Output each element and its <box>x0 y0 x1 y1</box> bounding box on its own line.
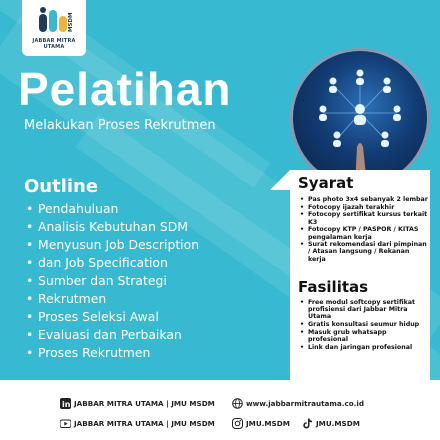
logo-name: JABBAR MITRA UTAMA <box>32 38 76 50</box>
logo-short: MSDM <box>68 12 74 32</box>
syarat-item: • Pas photo 3x4 sebanyak 2 lembar <box>300 196 428 203</box>
outline-item-continued: • Proses Rekrutmen <box>26 344 266 362</box>
footer-tiktok[interactable] <box>302 418 360 429</box>
footer-youtube[interactable] <box>60 418 215 429</box>
outline-title: Outline <box>24 176 99 197</box>
fasilitas-item: • Link dan jaringan profesional <box>300 344 428 351</box>
fasilitas-title: Fasilitas <box>298 278 369 296</box>
logo-icon <box>35 6 71 34</box>
instagram-icon <box>232 418 243 429</box>
recruitment-photo <box>290 48 430 188</box>
people-network-icon <box>293 51 427 185</box>
svg-text:in: in <box>62 400 71 409</box>
page-subtitle: Melakukan Proses Rekrutmen <box>24 118 216 133</box>
outline-item: • Proses Seleksi Awal <box>26 308 266 326</box>
outline-item: • Pendahuluan <box>26 200 266 218</box>
footer-linkedin-label: JABBAR MITRA UTAMA | JMU MSDM <box>74 399 215 408</box>
syarat-list <box>300 196 428 263</box>
outline-item-continued: • dan Job Specification <box>26 254 266 272</box>
panel-fold <box>270 170 290 190</box>
footer-youtube-label: JABBAR MITRA UTAMA | JMU MSDM <box>74 419 215 428</box>
linkedin-icon <box>60 398 71 409</box>
syarat-item: • Fotocopy sertifikat kursus terkait K3 <box>300 211 428 225</box>
outline-item: • Evaluasi dan Perbaikan <box>26 326 266 344</box>
globe-icon <box>232 398 243 409</box>
outline-item: • Sumber dan Strategi <box>26 272 266 290</box>
youtube-icon <box>60 418 71 429</box>
footer-website-label: www.jabbarmitrautama.co.id <box>246 399 364 408</box>
syarat-item: • Surat rekomendasi dari pimpinan / Atasan langsung / Rekanan kerja <box>300 241 428 263</box>
syarat-title: Syarat <box>298 174 354 192</box>
footer-linkedin[interactable] <box>60 398 215 409</box>
footer-tiktok-label: JMU.MSDM <box>316 419 360 428</box>
fasilitas-item: • Masuk grub whatsapp profesional <box>300 329 428 343</box>
outline-list <box>26 200 266 362</box>
syarat-item: • Fotocopy ijazah terakhir <box>300 204 428 211</box>
fasilitas-item: • Free modul softcopy sertifikat profisiensi dari Jabbar Mitra Utama <box>300 299 428 321</box>
fasilitas-item: • Gratis konsultasi seumur hidup <box>300 321 428 328</box>
tiktok-icon <box>302 418 313 429</box>
outline-item: • Analisis Kebutuhan SDM <box>26 218 266 236</box>
page-title: Pelatihan <box>18 63 232 115</box>
outline-item-continued: • Rekrutmen <box>26 290 266 308</box>
footer-instagram[interactable] <box>232 418 290 429</box>
syarat-item: • Fotocopy KTP / PASPOR / KITAS pengalaman kerja <box>300 226 428 240</box>
footer-instagram-label: JMU.MSDM <box>246 419 290 428</box>
footer <box>0 392 440 440</box>
outline-item: • Menyusun Job Description <box>26 236 266 254</box>
footer-website[interactable] <box>232 398 364 409</box>
fasilitas-list <box>300 299 428 351</box>
logo <box>22 0 86 56</box>
